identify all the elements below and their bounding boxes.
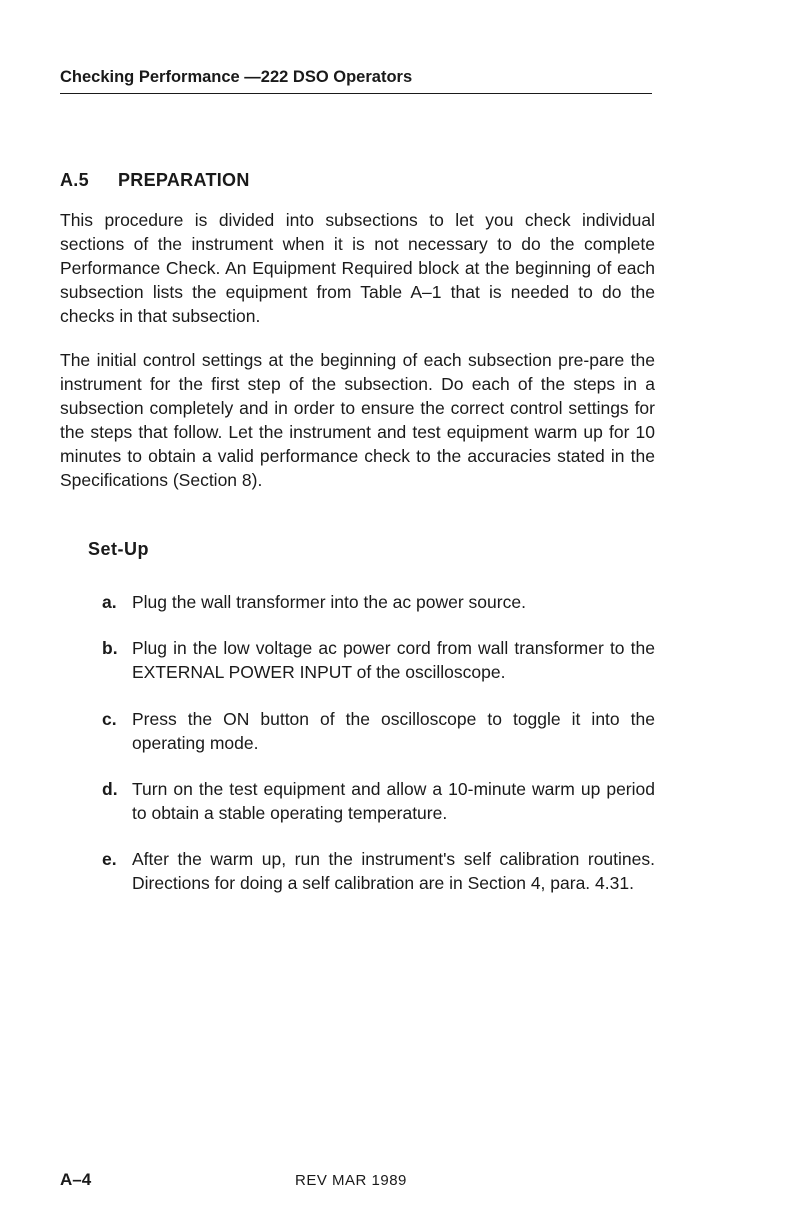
step-text: Turn on the test equipment and allow a 10-minute warm up period to obtain a stable operating temperature.	[132, 779, 655, 823]
intro-paragraph: This procedure is divided into subsections to let you check individual sections of the instrument when it is not necessary to do the complete Performance Check. An Equipment Required block at the beginning of each subsection lists the equipment from Table A–1 that is needed to do the checks in that subsection.	[60, 210, 655, 326]
list-item	[102, 777, 655, 825]
settings-paragraph: The initial control settings at the beginning of each subsection pre-pare the instrument for the first step of the subsection. Do each of the steps in a subsection completely and in order to ensure the correct control settings for the steps that follow. Let the instrument and test equipment warm up for 10 minutes to obtain a valid performance check to the accuracies stated in the Specifications (Section 8).	[60, 350, 655, 490]
step-text: After the warm up, run the instrument's self calibration routines. Directions for doing a self calibration are in Section 4, para. 4.31.	[132, 849, 655, 893]
section-number: A.5	[60, 170, 89, 190]
step-letter: d.	[102, 779, 118, 799]
setup-steps-list	[102, 590, 655, 895]
step-text: Press the ON button of the oscilloscope to toggle it into the operating mode.	[132, 709, 655, 753]
list-item	[102, 590, 655, 614]
section-heading	[60, 170, 250, 191]
step-letter: c.	[102, 709, 117, 729]
list-item	[102, 636, 655, 684]
list-item	[102, 707, 655, 755]
step-text: Plug in the low voltage ac power cord from wall transformer to the EXTERNAL POWER INPUT of the oscilloscope.	[132, 638, 655, 682]
page-number: A–4	[60, 1170, 92, 1189]
step-letter: a.	[102, 592, 117, 612]
list-item	[102, 847, 655, 895]
step-letter: b.	[102, 638, 118, 658]
running-header: Checking Performance —222 DSO Operators	[60, 68, 652, 94]
setup-heading: Set-Up	[88, 539, 149, 559]
step-text: Plug the wall transformer into the ac power source.	[132, 592, 526, 612]
revision-date: REV MAR 1989	[295, 1172, 407, 1189]
section-title: PREPARATION	[118, 170, 250, 190]
step-letter: e.	[102, 849, 117, 869]
